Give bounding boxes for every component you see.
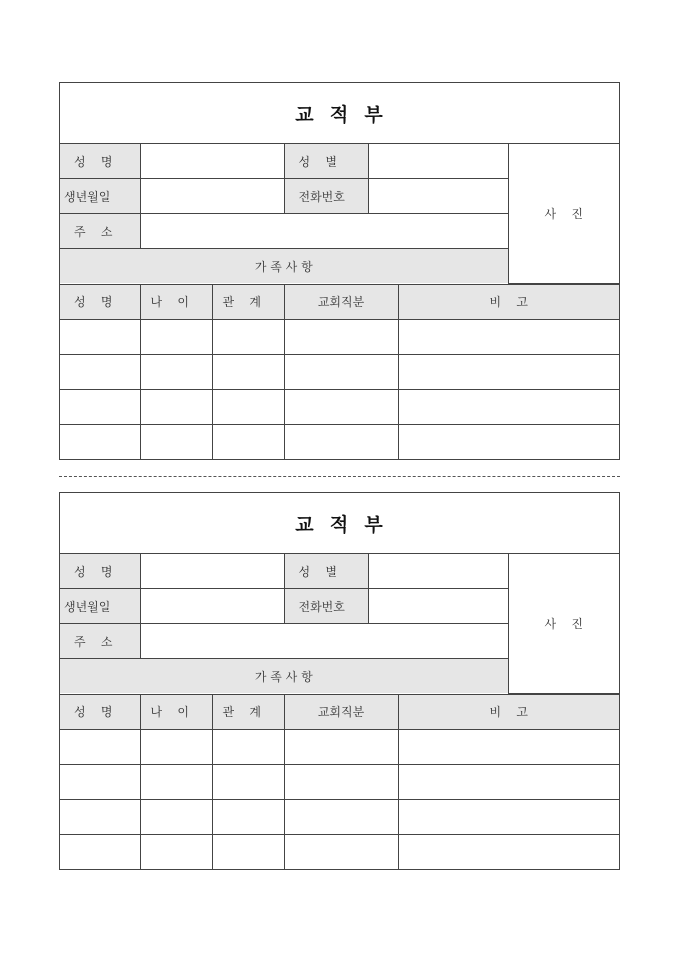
family-relation-cell[interactable]: [212, 319, 284, 354]
family-note-cell[interactable]: [398, 729, 619, 764]
family-name-cell[interactable]: [60, 424, 140, 459]
church-registry-form: [59, 492, 620, 870]
family-note-cell[interactable]: [398, 424, 619, 459]
family-name-header: 성 명: [60, 694, 140, 729]
family-age-header: 나 이: [140, 694, 212, 729]
family-row: [60, 354, 619, 389]
family-relation-header: 관 계: [212, 284, 284, 319]
family-position-cell[interactable]: [284, 389, 398, 424]
photo-box[interactable]: 사 진: [508, 554, 619, 693]
family-name-header: 성 명: [60, 284, 140, 319]
family-name-cell[interactable]: [60, 764, 140, 799]
family-table: [60, 284, 619, 459]
family-row: [60, 389, 619, 424]
phone-label: 전화번호: [284, 589, 368, 624]
birthdate-label: 생년월일: [60, 589, 140, 624]
family-row: [60, 834, 619, 869]
family-note-header: 비 고: [398, 694, 619, 729]
family-note-cell[interactable]: [398, 389, 619, 424]
address-label: 주 소: [60, 214, 140, 249]
gender-label: 성 별: [284, 554, 368, 589]
family-header-row: [60, 694, 619, 729]
family-relation-cell[interactable]: [212, 799, 284, 834]
family-position-cell[interactable]: [284, 764, 398, 799]
family-age-cell[interactable]: [140, 319, 212, 354]
family-note-header: 비 고: [398, 284, 619, 319]
family-relation-header: 관 계: [212, 694, 284, 729]
phone-field[interactable]: [368, 179, 508, 214]
family-position-header: 교회직분: [284, 284, 398, 319]
family-row: [60, 729, 619, 764]
family-position-header: 교회직분: [284, 694, 398, 729]
family-age-cell[interactable]: [140, 729, 212, 764]
birthdate-field[interactable]: [140, 589, 284, 624]
family-relation-cell[interactable]: [212, 764, 284, 799]
family-note-cell[interactable]: [398, 764, 619, 799]
family-age-cell[interactable]: [140, 354, 212, 389]
family-position-cell[interactable]: [284, 729, 398, 764]
family-name-cell[interactable]: [60, 799, 140, 834]
family-age-cell[interactable]: [140, 424, 212, 459]
name-field[interactable]: [140, 554, 284, 589]
form-title: 교 적 부: [60, 83, 619, 144]
family-age-cell[interactable]: [140, 764, 212, 799]
phone-field[interactable]: [368, 589, 508, 624]
family-name-cell[interactable]: [60, 319, 140, 354]
family-position-cell[interactable]: [284, 834, 398, 869]
birthdate-label: 생년월일: [60, 179, 140, 214]
gender-field[interactable]: [368, 554, 508, 589]
family-note-cell[interactable]: [398, 354, 619, 389]
family-note-cell[interactable]: [398, 834, 619, 869]
family-name-cell[interactable]: [60, 354, 140, 389]
family-relation-cell[interactable]: [212, 389, 284, 424]
personal-info-table: [60, 144, 619, 284]
family-age-cell[interactable]: [140, 389, 212, 424]
family-note-cell[interactable]: [398, 799, 619, 834]
family-age-cell[interactable]: [140, 799, 212, 834]
family-relation-cell[interactable]: [212, 834, 284, 869]
family-position-cell[interactable]: [284, 799, 398, 834]
family-section-header: 가 족 사 항: [60, 249, 508, 284]
family-row: [60, 424, 619, 459]
family-position-cell[interactable]: [284, 319, 398, 354]
family-age-header: 나 이: [140, 284, 212, 319]
gender-field[interactable]: [368, 144, 508, 179]
birthdate-field[interactable]: [140, 179, 284, 214]
family-header-row: [60, 284, 619, 319]
name-label: 성 명: [60, 144, 140, 179]
family-row: [60, 764, 619, 799]
family-name-cell[interactable]: [60, 834, 140, 869]
family-name-cell[interactable]: [60, 729, 140, 764]
family-position-cell[interactable]: [284, 354, 398, 389]
family-relation-cell[interactable]: [212, 424, 284, 459]
address-field[interactable]: [140, 624, 508, 659]
family-row: [60, 319, 619, 354]
phone-label: 전화번호: [284, 179, 368, 214]
family-note-cell[interactable]: [398, 319, 619, 354]
family-row: [60, 799, 619, 834]
family-table: [60, 694, 619, 869]
gender-label: 성 별: [284, 144, 368, 179]
family-section-header: 가 족 사 항: [60, 659, 508, 694]
family-relation-cell[interactable]: [212, 354, 284, 389]
cut-line-divider: [59, 476, 620, 477]
name-field[interactable]: [140, 144, 284, 179]
family-name-cell[interactable]: [60, 389, 140, 424]
family-age-cell[interactable]: [140, 834, 212, 869]
photo-box[interactable]: 사 진: [508, 144, 619, 283]
form-title: 교 적 부: [60, 493, 619, 554]
church-registry-form: [59, 82, 620, 460]
family-relation-cell[interactable]: [212, 729, 284, 764]
address-label: 주 소: [60, 624, 140, 659]
name-label: 성 명: [60, 554, 140, 589]
family-position-cell[interactable]: [284, 424, 398, 459]
personal-info-table: [60, 554, 619, 694]
address-field[interactable]: [140, 214, 508, 249]
